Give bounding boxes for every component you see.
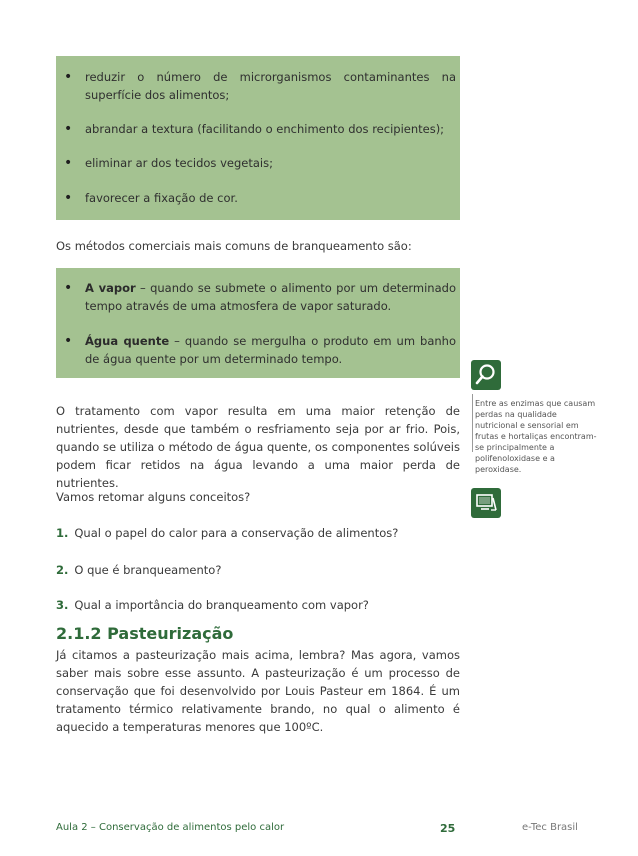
term: Água quente [85,334,170,348]
highlight-box-objectives [56,56,460,220]
methods-intro: Os métodos comerciais mais comuns de branqueamento são: [56,239,412,253]
question-text: Qual a importância do branqueamento com vapor? [74,598,369,612]
question-item [56,524,398,542]
bullet-icon: • [64,121,73,137]
list-item-text: abrandar a textura (facilitando o enchimento dos recipientes); [85,122,445,136]
footer-brand: e-Tec Brasil [522,822,578,833]
bullet-icon: • [64,190,73,206]
list-item-text: reduzir o número de microrganismos contaminantes na superfície dos alimentos; [85,70,456,102]
definition: – quando se submete o alimento por um determinado tempo através de uma atmosfera de vapor saturado. [85,281,456,313]
sidebar-note: Entre as enzimas que causam perdas na qualidade nutricional e sensorial em frutas e hortaliças encontram-se principalmente a polifenoloxidase e a peroxidase. [475,399,597,474]
bullet-icon: • [64,69,73,85]
magnifier-icon [471,360,501,390]
list-item [64,332,456,368]
list-item-text [85,279,456,315]
paragraph-pasteurization: Já citamos a pasteurização mais acima, lembra? Mas agora, vamos saber mais sobre esse assunto. A pasteurização é um processo de conservação que foi desenvolvido por Louis Pasteur em 1864. É um tratamento térmico relativamente brando, no qual o alimento é aquecido a temperaturas menores que 100ºC. [56,648,460,734]
question-number: 1. [56,526,69,540]
list-item [64,189,456,207]
sidebar-divider [472,394,473,452]
list-item [64,154,456,172]
question-number: 2. [56,563,69,577]
list-item-text: favorecer a fixação de cor. [85,191,238,205]
question-number: 3. [56,598,69,612]
bullet-icon: • [64,280,73,296]
list-item [64,68,456,104]
paragraph-vapor: O tratamento com vapor resulta em uma maior retenção de nutrientes, desde que também o resfriamento seja por ar frio. Pois, quando se utiliza o método de água quente, os componentes solúveis podem ficar retidos na água levando a uma maior perda de nutrientes. [56,404,460,490]
question-item [56,561,221,579]
footer-chapter: Aula 2 – Conservação de alimentos pelo calor [56,822,285,833]
list-item [64,120,456,138]
term: A vapor [85,281,136,295]
section-heading: 2.1.2 Pasteurização [56,624,234,643]
question-text: O que é branqueamento? [74,563,222,577]
bullet-icon: • [64,155,73,171]
page-number: 25 [440,822,456,835]
review-prompt: Vamos retomar alguns conceitos? [56,490,251,504]
computer-activity-icon [471,488,501,518]
list-item [64,279,456,315]
question-item [56,596,369,614]
question-text: Qual o papel do calor para a conservação de alimentos? [74,526,399,540]
highlight-box-methods [56,268,460,378]
bullet-icon: • [64,333,73,349]
list-item-text [85,332,456,368]
list-item-text: eliminar ar dos tecidos vegetais; [85,156,273,170]
definition: – quando se mergulha o produto em um banho de água quente por um determinado tempo. [85,334,456,366]
